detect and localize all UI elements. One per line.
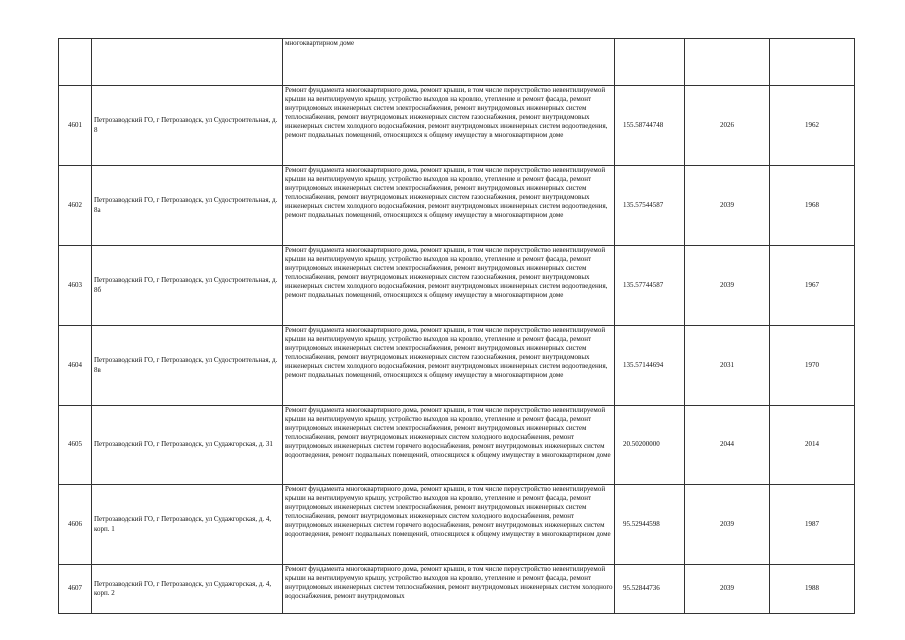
row-address: Петрозаводский ГО, г Петрозаводск, ул Судостроительная, д. 8б <box>92 246 283 326</box>
row-number <box>59 39 92 86</box>
row-repair-year: 2026 <box>685 86 770 166</box>
row-number: 4603 <box>59 246 92 326</box>
row-built-year: 1988 <box>770 565 855 614</box>
row-works-text: Ремонт фундамента многоквартирного дома, ремонт крыши, в том числе переустройство невентилируемой крыши на вентилируемую крышу, устройство выходов на кровлю, утепление и ремонт фасада, ремонт внутридомовых инженерных систем электроснабжения, ремонт внутридомовых инженерных систем теплоснабжения, ремонт внутридомовых инженерных систем газоснабжения, ремонт внутридомовых инженерных систем холодного водоснабжения, ремонт внутридомовых инженерных систем водоотведения, ремонт подвальных помещений, относящихся к общему имуществу в многоквартирном доме <box>285 326 608 380</box>
row-cost: 155.58744748 <box>615 86 685 166</box>
row-works-text: Ремонт фундамента многоквартирного дома, ремонт крыши, в том числе переустройство невентилируемой крыши на вентилируемую крышу, устройство выходов на кровлю, утепление и ремонт фасада, ремонт внутридомовых инженерных систем электроснабжения, ремонт внутридомовых инженерных систем теплоснабжения, ремонт внутридомовых инженерных систем холодного водоснабжения, ремонт внутридомовых инженерных систем горячего водоснабжения, ремонт внутридомовых инженерных систем водоотведения, ремонт подвальных помещений, относящихся к общему имуществу в многоквартирном доме <box>285 406 611 460</box>
row-address: Петрозаводский ГО, г Петрозаводск, ул Судостроительная, д. 8 <box>92 86 283 166</box>
table-row <box>59 39 855 86</box>
table-row <box>59 246 855 326</box>
row-address: Петрозаводский ГО, г Петрозаводск, ул Судажгорская, д. 4, корп. 1 <box>92 485 283 565</box>
row-cost <box>615 39 685 86</box>
row-built-year: 1967 <box>770 246 855 326</box>
row-works <box>283 86 615 166</box>
row-built-year: 1968 <box>770 166 855 246</box>
row-works <box>283 485 615 565</box>
row-repair-year <box>685 39 770 86</box>
row-cost: 95.52944598 <box>615 485 685 565</box>
row-built-year: 1962 <box>770 86 855 166</box>
row-cost: 135.57744587 <box>615 246 685 326</box>
row-built-year <box>770 39 855 86</box>
register-table <box>58 38 855 614</box>
row-repair-year: 2031 <box>685 326 770 406</box>
table-row <box>59 485 855 565</box>
row-repair-year: 2039 <box>685 485 770 565</box>
row-cost: 135.57144694 <box>615 326 685 406</box>
row-cost: 95.52844736 <box>615 565 685 614</box>
row-works-text: Ремонт фундамента многоквартирного дома, ремонт крыши, в том числе переустройство невентилируемой крыши на вентилируемую крышу, устройство выходов на кровлю, утепление и ремонт фасада, ремонт внутридомовых инженерных систем электроснабжения, ремонт внутридомовых инженерных систем теплоснабжения, ремонт внутридомовых инженерных систем газоснабжения, ремонт внутридомовых инженерных систем холодного водоснабжения, ремонт внутридомовых инженерных систем водоотведения, ремонт подвальных помещений, относящихся к общему имуществу в многоквартирном доме <box>285 86 608 140</box>
row-works-text: Ремонт фундамента многоквартирного дома, ремонт крыши, в том числе переустройство невентилируемой крыши на вентилируемую крышу, устройство выходов на кровлю, утепление и ремонт фасада, ремонт внутридомовых инженерных систем электроснабжения, ремонт внутридомовых инженерных систем теплоснабжения, ремонт внутридомовых инженерных систем газоснабжения, ремонт внутридомовых инженерных систем холодного водоснабжения, ремонт внутридомовых инженерных систем водоотведения, ремонт подвальных помещений, относящихся к общему имуществу в многоквартирном доме <box>285 246 608 300</box>
row-works <box>283 565 615 614</box>
row-address: Петрозаводский ГО, г Петрозаводск, ул Судажгорская, д. 4, корп. 2 <box>92 565 283 614</box>
row-repair-year: 2039 <box>685 565 770 614</box>
row-works-text: Ремонт фундамента многоквартирного дома, ремонт крыши, в том числе переустройство невентилируемой крыши на вентилируемую крышу, устройство выходов на кровлю, утепление и ремонт фасада, ремонт внутридомовых инженерных систем электроснабжения, ремонт внутридомовых инженерных систем теплоснабжения, ремонт внутридомовых инженерных систем газоснабжения, ремонт внутридомовых инженерных систем холодного водоснабжения, ремонт внутридомовых инженерных систем водоотведения, ремонт подвальных помещений, относящихся к общему имуществу в многоквартирном доме <box>285 166 608 220</box>
row-built-year: 2014 <box>770 406 855 485</box>
row-number: 4602 <box>59 166 92 246</box>
row-cost: 135.57544587 <box>615 166 685 246</box>
row-built-year: 1987 <box>770 485 855 565</box>
row-number: 4601 <box>59 86 92 166</box>
row-number: 4606 <box>59 485 92 565</box>
row-built-year: 1970 <box>770 326 855 406</box>
row-works-text: многоквартирном доме <box>285 39 355 47</box>
row-works-text: Ремонт фундамента многоквартирного дома, ремонт крыши, в том числе переустройство невентилируемой крыши на вентилируемую крышу, устройство выходов на кровлю, утепление и ремонт фасада, ремонт внутридомовых инженерных систем электроснабжения, ремонт внутридомовых инженерных систем теплоснабжения, ремонт внутридомовых инженерных систем холодного водоснабжения, ремонт внутридомовых инженерных систем горячего водоснабжения, ремонт внутридомовых инженерных систем водоотведения, ремонт подвальных помещений, относящихся к общему имуществу в многоквартирном доме <box>285 485 611 539</box>
table-row <box>59 86 855 166</box>
row-repair-year: 2039 <box>685 246 770 326</box>
row-cost: 20.50200000 <box>615 406 685 485</box>
table-row <box>59 406 855 485</box>
row-works <box>283 39 615 86</box>
row-works <box>283 406 615 485</box>
row-address: Петрозаводский ГО, г Петрозаводск, ул Судажгорская, д. 31 <box>92 406 283 485</box>
row-works <box>283 326 615 406</box>
row-number: 4605 <box>59 406 92 485</box>
table-row <box>59 326 855 406</box>
row-number: 4604 <box>59 326 92 406</box>
row-address: Петрозаводский ГО, г Петрозаводск, ул Судостроительная, д. 8в <box>92 326 283 406</box>
row-number: 4607 <box>59 565 92 614</box>
row-repair-year: 2039 <box>685 166 770 246</box>
row-works <box>283 246 615 326</box>
table-row <box>59 565 855 614</box>
row-works <box>283 166 615 246</box>
row-works-text: Ремонт фундамента многоквартирного дома, ремонт крыши, в том числе переустройство невентилируемой крыши на вентилируемую крышу, устройство выходов на кровлю, утепление и ремонт фасада, ремонт внутридомовых инженерных систем теплоснабжения, ремонт внутридомовых инженерных систем холодного водоснабжения, ремонт внутридомовых <box>285 565 613 601</box>
row-address: Петрозаводский ГО, г Петрозаводск, ул Судостроительная, д. 8а <box>92 166 283 246</box>
row-repair-year: 2044 <box>685 406 770 485</box>
table-row <box>59 166 855 246</box>
row-address <box>92 39 283 86</box>
